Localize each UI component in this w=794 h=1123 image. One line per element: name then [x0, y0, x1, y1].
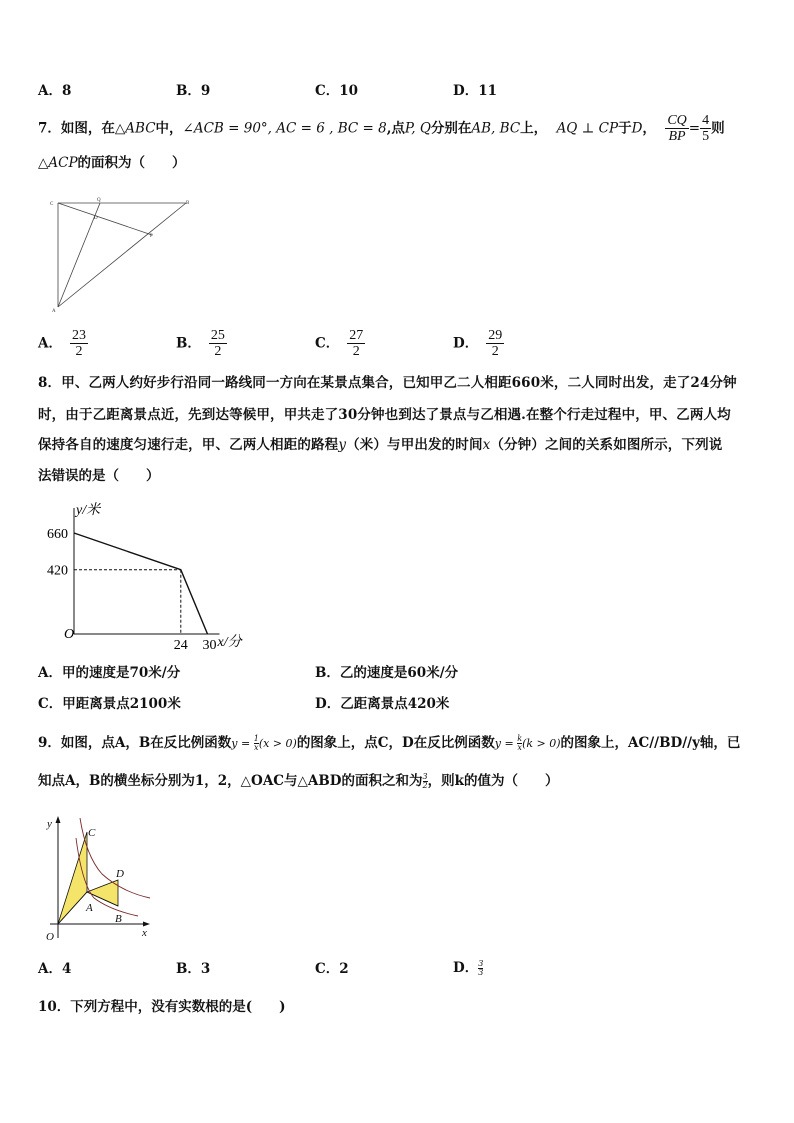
x-axis-label: x/分	[217, 635, 242, 650]
q6-option-d: D．11	[453, 83, 497, 99]
q6-option-b: B．9	[176, 83, 211, 99]
y-axis-label: y/米	[76, 503, 101, 518]
label-b: B	[186, 201, 190, 206]
y-tick-label: 660	[47, 527, 68, 542]
label-a: A	[52, 309, 56, 314]
x-tick-label: 30	[202, 638, 217, 652]
q8-option-b: B．乙的速度是60米/分	[315, 665, 459, 681]
x-tick-label: 24	[173, 638, 188, 652]
q9-inverse-function-figure	[38, 812, 168, 947]
q6-option-a: A．8	[38, 83, 72, 99]
label-d: D	[94, 216, 98, 221]
label-p: P	[150, 234, 153, 239]
q8-option-a: A．甲的速度是70米/分	[38, 665, 181, 681]
q8-option-c: C．甲距离景点2100米	[38, 696, 181, 712]
label-o: O	[46, 931, 54, 943]
q9-option-a: A．4	[38, 961, 72, 977]
q6-option-c: C．10	[315, 83, 359, 99]
q7-option-b: B． $\frac{25}{2}$	[176, 328, 225, 360]
q8-stem-line1: 8．甲、乙两人约好步行沿同一路线同一方向在某景点集合，已知甲乙二人相距660米，二人同时出发，走了24分钟	[38, 375, 737, 391]
q8-distance-time-chart	[38, 500, 248, 652]
label-x: x	[142, 927, 147, 939]
q9-stem-line1: 9．如图，点A，B在反比例函数y = $\frac{1}{x}$ (x > 0)的图象上，点C，D在反比例函数y = $\frac{k}{x}$ (k > 0)的图象上，AC//BD//y轴，已	[38, 734, 741, 752]
q7-stem-line1: 7．如图，在△ABC中，∠ACB = 90°, AC = 6 , BC = 8,点P, Q分别在AB, BC上， AQ ⊥ CP于D， $\frac{CQ}{BP}$ = $\frac{4}{5}$ 则	[38, 113, 725, 145]
q9-option-b: B．3	[176, 961, 211, 977]
label-c: C	[88, 827, 96, 839]
label-d: D	[116, 868, 124, 880]
q9-option-d: D． $\frac{3}{3}$	[453, 959, 484, 977]
label-q: Q	[97, 198, 101, 203]
label-a: A	[86, 902, 93, 914]
q8-stem-line3: 保持各自的速度匀速行走，甲、乙两人相距的路程y（米）与甲出发的时间x（分钟）之间的关系如图所示，下列说	[38, 437, 723, 453]
q7-option-d: D． $\frac{29}{2}$	[453, 328, 503, 360]
label-c: C	[50, 202, 54, 207]
q9-stem-line2: 知点A，B的横坐标分别为1，2，△OAC与△ABD的面积之和为 $\frac{3}{2}$ ，则k的值为（ ）	[38, 772, 559, 790]
q7-triangle-figure	[46, 195, 196, 315]
series-line	[74, 533, 208, 634]
q7-option-c: C． $\frac{27}{2}$	[315, 328, 364, 360]
origin-label: O	[64, 627, 75, 642]
label-y: y	[47, 818, 52, 830]
q10-stem: 10．下列方程中，没有实数根的是( )	[38, 999, 286, 1015]
q8-stem-line2: 时，由于乙距离景点近，先到达等候甲，甲共走了30分钟也到达了景点与乙相遇.在整个行走过程中，甲、乙两人均	[38, 407, 731, 423]
label-b: B	[115, 913, 122, 925]
triangle-oac	[58, 832, 87, 924]
q8-stem-line4: 法错误的是（ ）	[38, 468, 160, 484]
y-tick-label: 420	[47, 563, 68, 579]
q7-option-a: A． $\frac{23}{2}$	[38, 328, 86, 360]
q8-option-d: D．乙距离景点420米	[315, 696, 450, 712]
q9-option-c: C．2	[315, 961, 349, 977]
q7-stem-line2: △ACP的面积为（ ）	[38, 155, 186, 171]
